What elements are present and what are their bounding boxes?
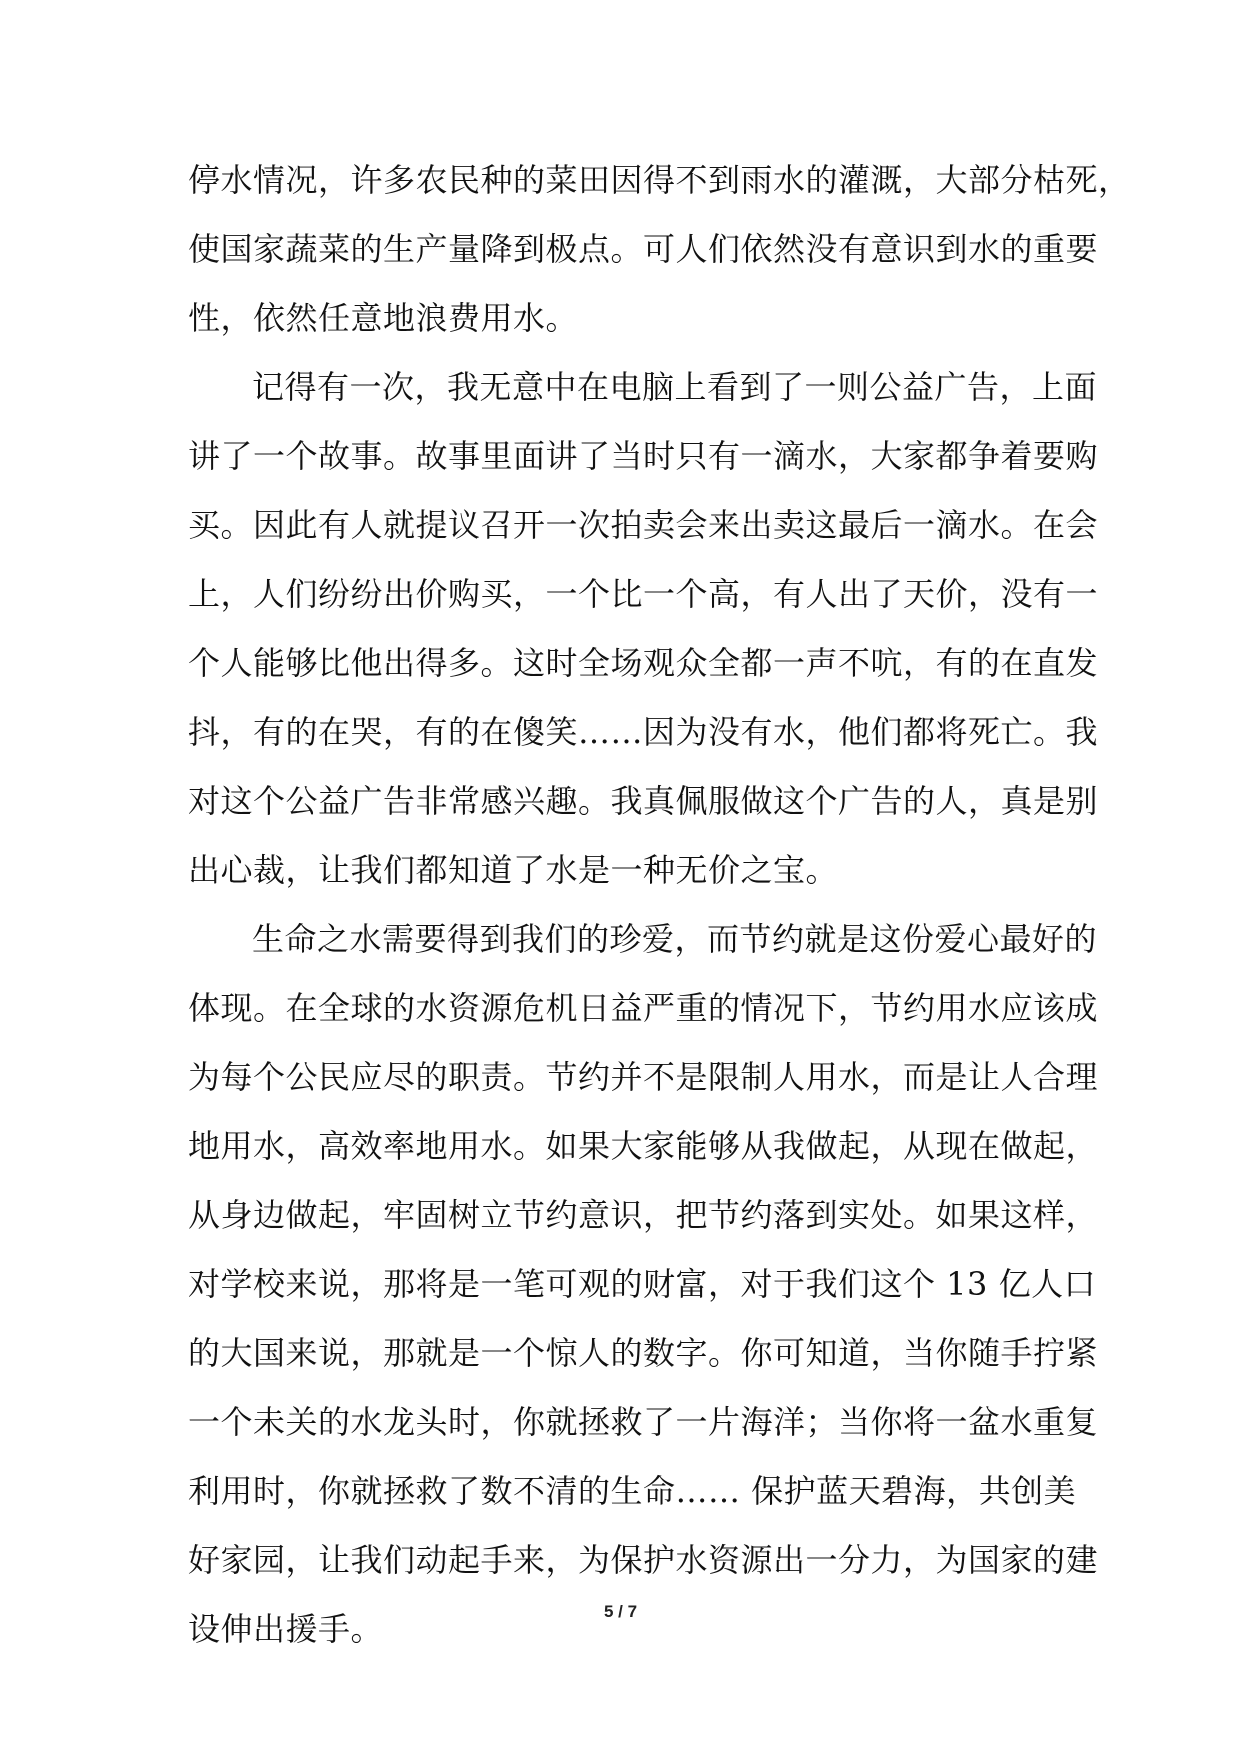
text-line: 买。因此有人就提议召开一次拍卖会来出卖这最后一滴水。在会 (188, 506, 1099, 544)
page-number: 5 / 7 (603, 1602, 638, 1621)
paragraph-first-line: 记得有一次，我无意中在电脑上看到了一则公益广告，上面 (252, 368, 1098, 406)
text-line: 为每个公民应尽的职责。节约并不是限制人用水，而是让人合理 (188, 1058, 1099, 1096)
text-line: 使国家蔬菜的生产量降到极点。可人们依然没有意识到水的重要 (188, 230, 1099, 268)
text-line: 性，依然任意地浪费用水。 (188, 299, 579, 337)
text-line: 出心裁，让我们都知道了水是一种无价之宝。 (188, 851, 839, 889)
text-line: 地用水，高效率地用水。如果大家能够从我做起，从现在做起， (188, 1127, 1099, 1165)
text-line: 对学校来说，那将是一笔可观的财富，对于我们这个 13 亿人口 (188, 1265, 1097, 1303)
text-line: 对这个公益广告非常感兴趣。我真佩服做这个广告的人，真是别 (188, 782, 1099, 820)
text-line: 的大国来说，那就是一个惊人的数字。你可知道，当你随手拧紧 (188, 1334, 1099, 1372)
text-line: 讲了一个故事。故事里面讲了当时只有一滴水，大家都争着要购 (188, 437, 1099, 475)
text-line: 设伸出援手。 (188, 1610, 384, 1648)
text-line: 一个未关的水龙头时，你就拯救了一片海洋；当你将一盆水重复 (188, 1403, 1099, 1441)
paragraph-first-line: 生命之水需要得到我们的珍爱，而节约就是这份爱心最好的 (252, 920, 1098, 958)
text-line: 利用时，你就拯救了数不清的生命…… 保护蓝天碧海，共创美 (188, 1472, 1077, 1510)
text-line: 抖，有的在哭，有的在傻笑……因为没有水，他们都将死亡。我 (188, 713, 1099, 751)
text-line: 个人能够比他出得多。这时全场观众全都一声不吭，有的在直发 (188, 644, 1099, 682)
text-line: 上，人们纷纷出价购买，一个比一个高，有人出了天价，没有一 (188, 575, 1099, 613)
body-text (188, 146, 1131, 1664)
text-line: 好家园，让我们动起手来，为保护水资源出一分力，为国家的建 (188, 1541, 1099, 1579)
text-line: 停水情况，许多农民种的菜田因得不到雨水的灌溉，大部分枯死， (188, 161, 1131, 199)
text-line: 体现。在全球的水资源危机日益严重的情况下，节约用水应该成 (188, 989, 1099, 1027)
text-line: 从身边做起，牢固树立节约意识，把节约落到实处。如果这样， (188, 1196, 1099, 1234)
